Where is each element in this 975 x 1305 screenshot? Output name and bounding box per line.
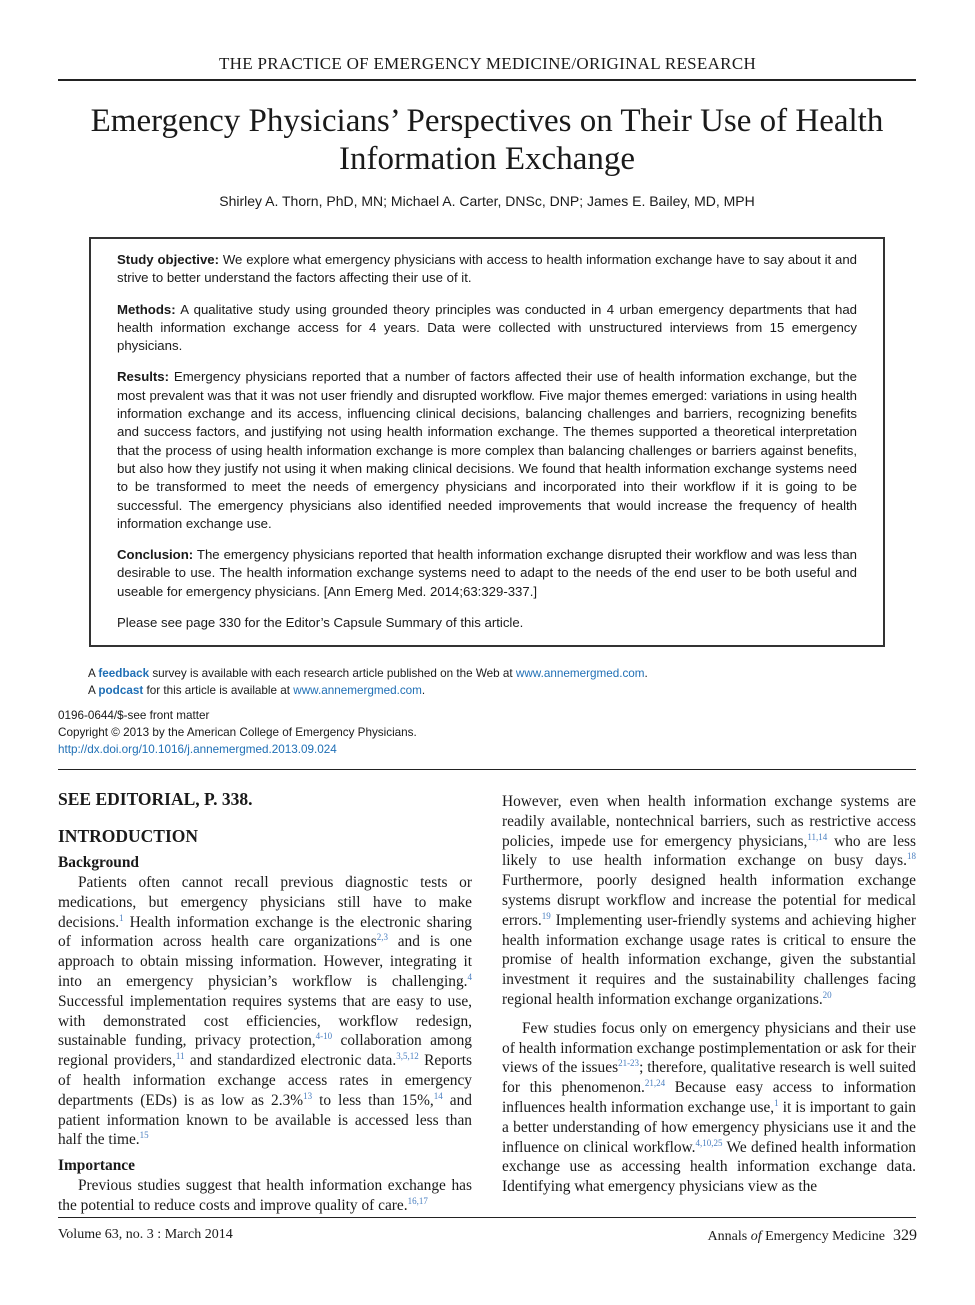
podcast-note [88, 682, 648, 699]
feedback-end: . [644, 667, 648, 680]
podcast-mid: for this article is available at [143, 684, 294, 697]
see-editorial: SEE EDITORIAL, P. 338. [58, 789, 253, 809]
feedback-mid: survey is available with each research article published on the Web at [149, 667, 516, 680]
abstract-box [89, 237, 885, 647]
results-label: Results: [117, 369, 170, 385]
methods-text: A qualitative study using grounded theory principles was conducted in 4 urban emergency departments that had health information exchange access for 4 years. Data were collected with unstructured interviews from 15 emergency physicians. [117, 301, 857, 354]
citation[interactable]: 16,17 [407, 1195, 428, 1206]
citation[interactable]: 20 [822, 989, 832, 1000]
author-list: Shirley A. Thorn, PhD, MN; Michael A. Carter, DNSc, DNP; James E. Bailey, MD, MPH [219, 193, 755, 209]
issn-line: 0196-0644/$-see front matter [58, 709, 210, 722]
copyright-line: Copyright © 2013 by the American College of Emergency Physicians. [58, 726, 417, 739]
journal-prefix: Annals [707, 1229, 751, 1244]
left-column [58, 788, 472, 1216]
citation[interactable]: 11 [175, 1051, 185, 1062]
volume-info: Volume 63, no. 3 : March 2014 [58, 1227, 233, 1242]
conclusion-label: Conclusion: [117, 547, 194, 563]
abstract-methods [117, 301, 857, 356]
podcast-url-link[interactable]: www.annemergmed.com [293, 684, 422, 697]
citation[interactable]: 4 [467, 971, 472, 982]
citation[interactable]: 21,24 [644, 1078, 666, 1089]
podcast-link[interactable]: podcast [98, 684, 144, 697]
citation[interactable]: 11,14 [807, 831, 828, 842]
citation[interactable]: 1 [119, 912, 124, 923]
importance-paragraph: Previous studies suggest that health information exchange has the potential to reduce costs and improve quality of care.$^{16,17}$ [58, 1177, 472, 1214]
conclusion-text: The emergency physicians reported that health information exchange disrupted their workflow and was less than desirable to use. The health information exchange systems need to adapt to the needs of the end user to be both useful and useable for emergency physicians. [Ann Emerg Med. 2014;63:329-337.] [117, 547, 857, 599]
journal-suffix: Emergency Medicine [761, 1229, 885, 1244]
citation[interactable]: 3,5,12 [396, 1051, 419, 1062]
publication-meta [58, 707, 417, 758]
feedback-url-link[interactable]: www.annemergmed.com [515, 667, 645, 680]
objective-text: We explore what emergency physicians with access to health information exchange have to say about it and strive to better understand the factors affecting their use of it. [117, 252, 857, 286]
objective-label: Study objective: [117, 252, 220, 267]
journal-of: of [750, 1229, 762, 1244]
citation[interactable]: 15 [139, 1130, 149, 1141]
right-column [502, 792, 916, 1197]
section-header: THE PRACTICE OF EMERGENCY MEDICINE/ORIGINAL RESEARCH [218, 54, 757, 73]
footer-divider [58, 1217, 916, 1218]
article-title [58, 102, 916, 178]
citation[interactable]: 18 [907, 851, 916, 862]
capsule-note: Please see page 330 for the Editor’s Capsule Summary of this article. [117, 615, 524, 631]
title-line-1: Emergency Physicians’ Perspectives on Their Use of Health [90, 103, 884, 139]
right-paragraph-1: However, even when health information exchange systems are readily available, nontechnical barriers, such as restrictive access policies, impede use for emergency physicians,$^{11,14}$ who are less likely to use health information exchange on busy days.$^{18}$ Furthermore, poorly designed health information exchange systems disrupt workflow and increase the potential for medical errors.$^{19}$ Implementing user-friendly systems and achieving higher health information exchange usage rates is critical to ensure the promise of health information exchange, given the substantial investment it requires and the sustainability challenges facing regional health information exchange organizations.$^{20}$ [502, 793, 916, 1008]
feedback-prefix: A [88, 667, 99, 680]
feedback-link[interactable]: feedback [98, 667, 150, 680]
header-divider [58, 79, 916, 81]
background-heading: Background [58, 854, 139, 871]
citation[interactable]: 4,10,25 [695, 1137, 723, 1148]
page-number: 329 [893, 1227, 917, 1244]
citation[interactable]: 2,3 [376, 932, 388, 943]
podcast-prefix: A [88, 684, 99, 697]
abstract-conclusion [117, 546, 857, 601]
right-paragraph-2: Few studies focus only on emergency physicians and their use of health information exchange postimplementation or ask for their views of the issues$^{21-23}$; therefore, qualitative research is well suited for this phenomenon.$^{21,24}$ Because easy access to information influences health information exchange use,$^1$ it is important to gain a better understanding of how emergency physicians use it and the influence on clinical workflow.$^{4,10,25}$ We defined health information exchange use as accessing health information exchange data. Identifying what emergency physicians view as the [502, 1019, 917, 1196]
background-paragraph: Patients often cannot recall previous diagnostic tests or medications, but emergency physicians still have to make decisions.$^1$ Health information exchange is the electronic sharing of information across health care organizations$^{2,3}$ and is one approach to obtain missing information. However, integrating it into an emergency physician’s workflow is challenging.$^4$ Successful implementation requires systems that are easy to use, with demonstrated cost efficiencies, workflow redesign, sustainable funding, privacy protection,$^{4-10}$ collaboration among regional providers,$^{11}$ and standardized electronic data.$^{3,5,12}$ Reports of health information exchange access rates in emergency departments (EDs) is as low as 2.3%$^{13}$ to less than 15%,$^{14}$ and patient information known to be available is accessed less than half the time.$^{15}$ [58, 874, 472, 1149]
feedback-note [88, 665, 648, 682]
citation[interactable]: 1 [774, 1097, 779, 1108]
citation[interactable]: 19 [541, 910, 551, 921]
podcast-end: . [421, 684, 426, 697]
introduction-heading: INTRODUCTION [58, 826, 199, 846]
abstract-results [117, 368, 857, 533]
citation[interactable]: 13 [303, 1090, 313, 1101]
abstract-objective [117, 251, 857, 288]
title-line-2: Information Exchange [339, 141, 635, 177]
methods-label: Methods: [117, 301, 176, 317]
doi-link[interactable]: http://dx.doi.org/10.1016/j.annemergmed.2013.09.024 [58, 743, 337, 756]
citation[interactable]: 21-23 [618, 1058, 640, 1069]
results-text: Emergency physicians reported that a number of factors affected their use of health information exchange, but the most prevalent was that it was not user friendly and disrupted workflow. Five major themes emerged: variations in using health information exchange and its access, influencing clinical decisions, balancing challenges and barriers, recognizing benefits and success factors, and justifying not using health information exchange. The themes supported a theoretical interpretation that the process of using health information exchange is more complex than balancing challenges or barriers against benefits, but also how they justify not using it when making clinical decisions. We found that health information exchange systems need to be transformed to meet the needs of emergency physicians and incorporated into their workflow if it is going to be successful. The emergency physicians also identified needed improvements that would increase the frequency of health information exchange use. [117, 369, 857, 531]
citation[interactable]: 4-10 [315, 1031, 333, 1042]
importance-heading: Importance [58, 1157, 135, 1175]
citation[interactable]: 14 [433, 1090, 443, 1101]
journal-footer [708, 1227, 917, 1245]
body-divider [58, 769, 916, 770]
web-notes [88, 665, 648, 699]
